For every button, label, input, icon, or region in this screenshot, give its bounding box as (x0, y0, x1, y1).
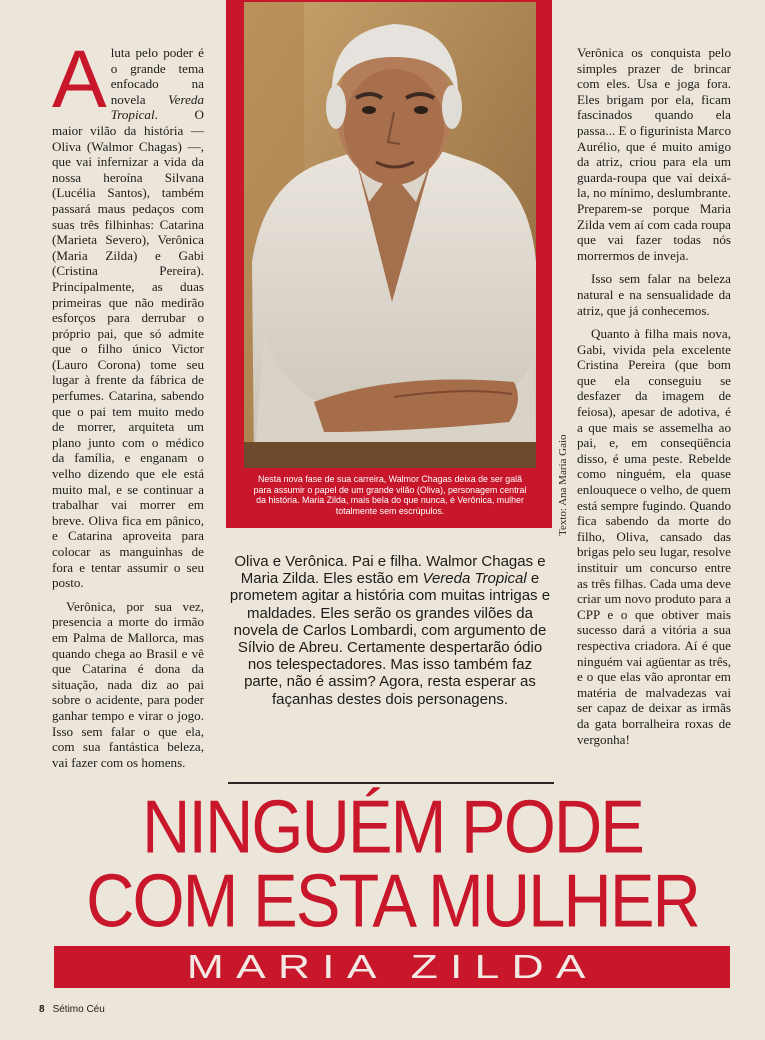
lead-paragraph (228, 553, 552, 708)
divider-rule (228, 782, 554, 784)
text-run: Verônica os conquista pelo simples prazer de brincar com eles. Usa e joga fora. Eles brigam por ela, ficam fascinados quando ela passa... E o figurinista Marco Aurélio, que é muito amigo da atriz, criou para ela um guarda-roupa que vai deixá-la, no mínimo, deslumbrante. Preparem-se porque Maria Zilda vem aí com cada roupa que vai fazer todas nós morrermos de inveja. (577, 45, 731, 263)
left-paragraph-2 (52, 599, 204, 771)
photo-caption: Nesta nova fase de sua carreira, Walmor Chagas deixa de ser galã para assumir o papel de um grande vilão (Oliva), personagem central da história. Maria Zilda, mais bela do que nunca, é Verônica, mulher totalmente sem escrúpulos. (253, 474, 527, 516)
right-text-column (577, 45, 731, 755)
right-paragraph-3 (577, 326, 731, 747)
page-footer (39, 1004, 105, 1015)
italic-title: Vereda Tropical (110, 91, 204, 123)
text-run: . O maior vilão da história — Oliva (Walmor Chagas) —, que vai infernizar a vida da nossa heroína Silvana (Lucélia Santos), também passará maus pedaços com suas três filhinhas: Catarina (Marieta Severo), Verônica (Maria Zilda) e Gabi (Cristina Pereira). Principalmente, as duas primeiras que não medirão esforços para derrubar o próprio pai, que só admite que o filho único Victor (Lauro Corona) tome seu lugar à frente da fábrica de perfumes. Catarina, sabendo que o pai tem muito medo de morrer, arquiteta um plano junto com o médico da família, e enganam o velho dizendo que ele está muito mal, e se continuar a trabalhar vai morrer em breve. Oliva fica em pânico, e Catarina aproveita para colocar as manguinhas de fora e tentar assumir o seu posto. (52, 107, 204, 591)
right-paragraph-1 (577, 45, 731, 263)
text-run: Quanto à filha mais nova, Gabi, vivida pela excelente Cristina Pereira (que bom que ela conseguiu se desfazer da imagem de feiosa), apesar de adotiva, é a que mais se assemelha ao pai, e, em conseqüência disso, é uma peste. Rebelde como ninguém, ela quase enlouquece o velho, de quem está sempre fugindo. Quando fica sabendo da morte do filho, Oliva, cansado das brigas pelo seu lugar, resolve instituir um concurso entre as três filhas. Cada uma deve criar um novo produto para a CPP e o que obtiver mais sucesso dará a vitória a sua respectiva criadora. Aí é que ninguém vai agüentar as três, e o que elas vão aprontar em matéria de malvadezas vai ser capaz de deixar as irmãs da gata borralheira roxas de vergonha! (577, 326, 731, 747)
text-run: e prometem agitar a história com muitas intrigas e maldades. Eles serão os grandes vilões da novela de Carlos Lombardi, com argumento de Sílvio de Abreu. Certamente despertarão ódio nos telespectadores. Mas isso também faz parte, não é assim? Agora, resta esperar as façanhas destes dois personagens. (229, 570, 551, 708)
text-run: luta pelo poder é o grande tema enfocado na novela (110, 45, 204, 107)
drop-cap: A (52, 34, 107, 125)
italic-title: Vereda Tropical (422, 570, 527, 588)
text-run: Isso sem falar na beleza natural e na sensualidade da atriz, que já conhecemos. (577, 271, 731, 318)
magazine-name: Sétimo Céu (52, 1004, 105, 1015)
text-run: Oliva e Verônica. Pai e filha. Walmor Chagas e Maria Zilda. Eles estão em (234, 553, 546, 588)
headline-line-1: NINGUÉM PODE (142, 785, 643, 870)
text-run: Verônica, por sua vez, presencia a morte do irmão em Palma de Mallorca, mas quando chega ao Brasil e vê que Catarina é dona da situação, nada diz ao pai sobre o acidente, para poder ganhar tempo e virar o jogo. Isso sem falar o que ela, com sua fantástica beleza, vai fazer com os homens. (52, 598, 204, 770)
left-paragraph-1-text (52, 34, 204, 591)
page-number: 8 (39, 1004, 45, 1015)
left-paragraph-1 (52, 34, 204, 591)
headline-line-2: COM ESTA MULHER (86, 859, 699, 944)
portrait-illustration (244, 2, 536, 468)
portrait-photo (244, 2, 536, 468)
name-banner (54, 946, 730, 988)
right-paragraph-2 (577, 271, 731, 318)
text-credit: Texto: Ana Maria Gaio (557, 434, 569, 536)
photo-frame (226, 0, 552, 528)
left-text-column (52, 34, 204, 778)
name-banner-text: MARIA ZILDA (186, 948, 598, 985)
